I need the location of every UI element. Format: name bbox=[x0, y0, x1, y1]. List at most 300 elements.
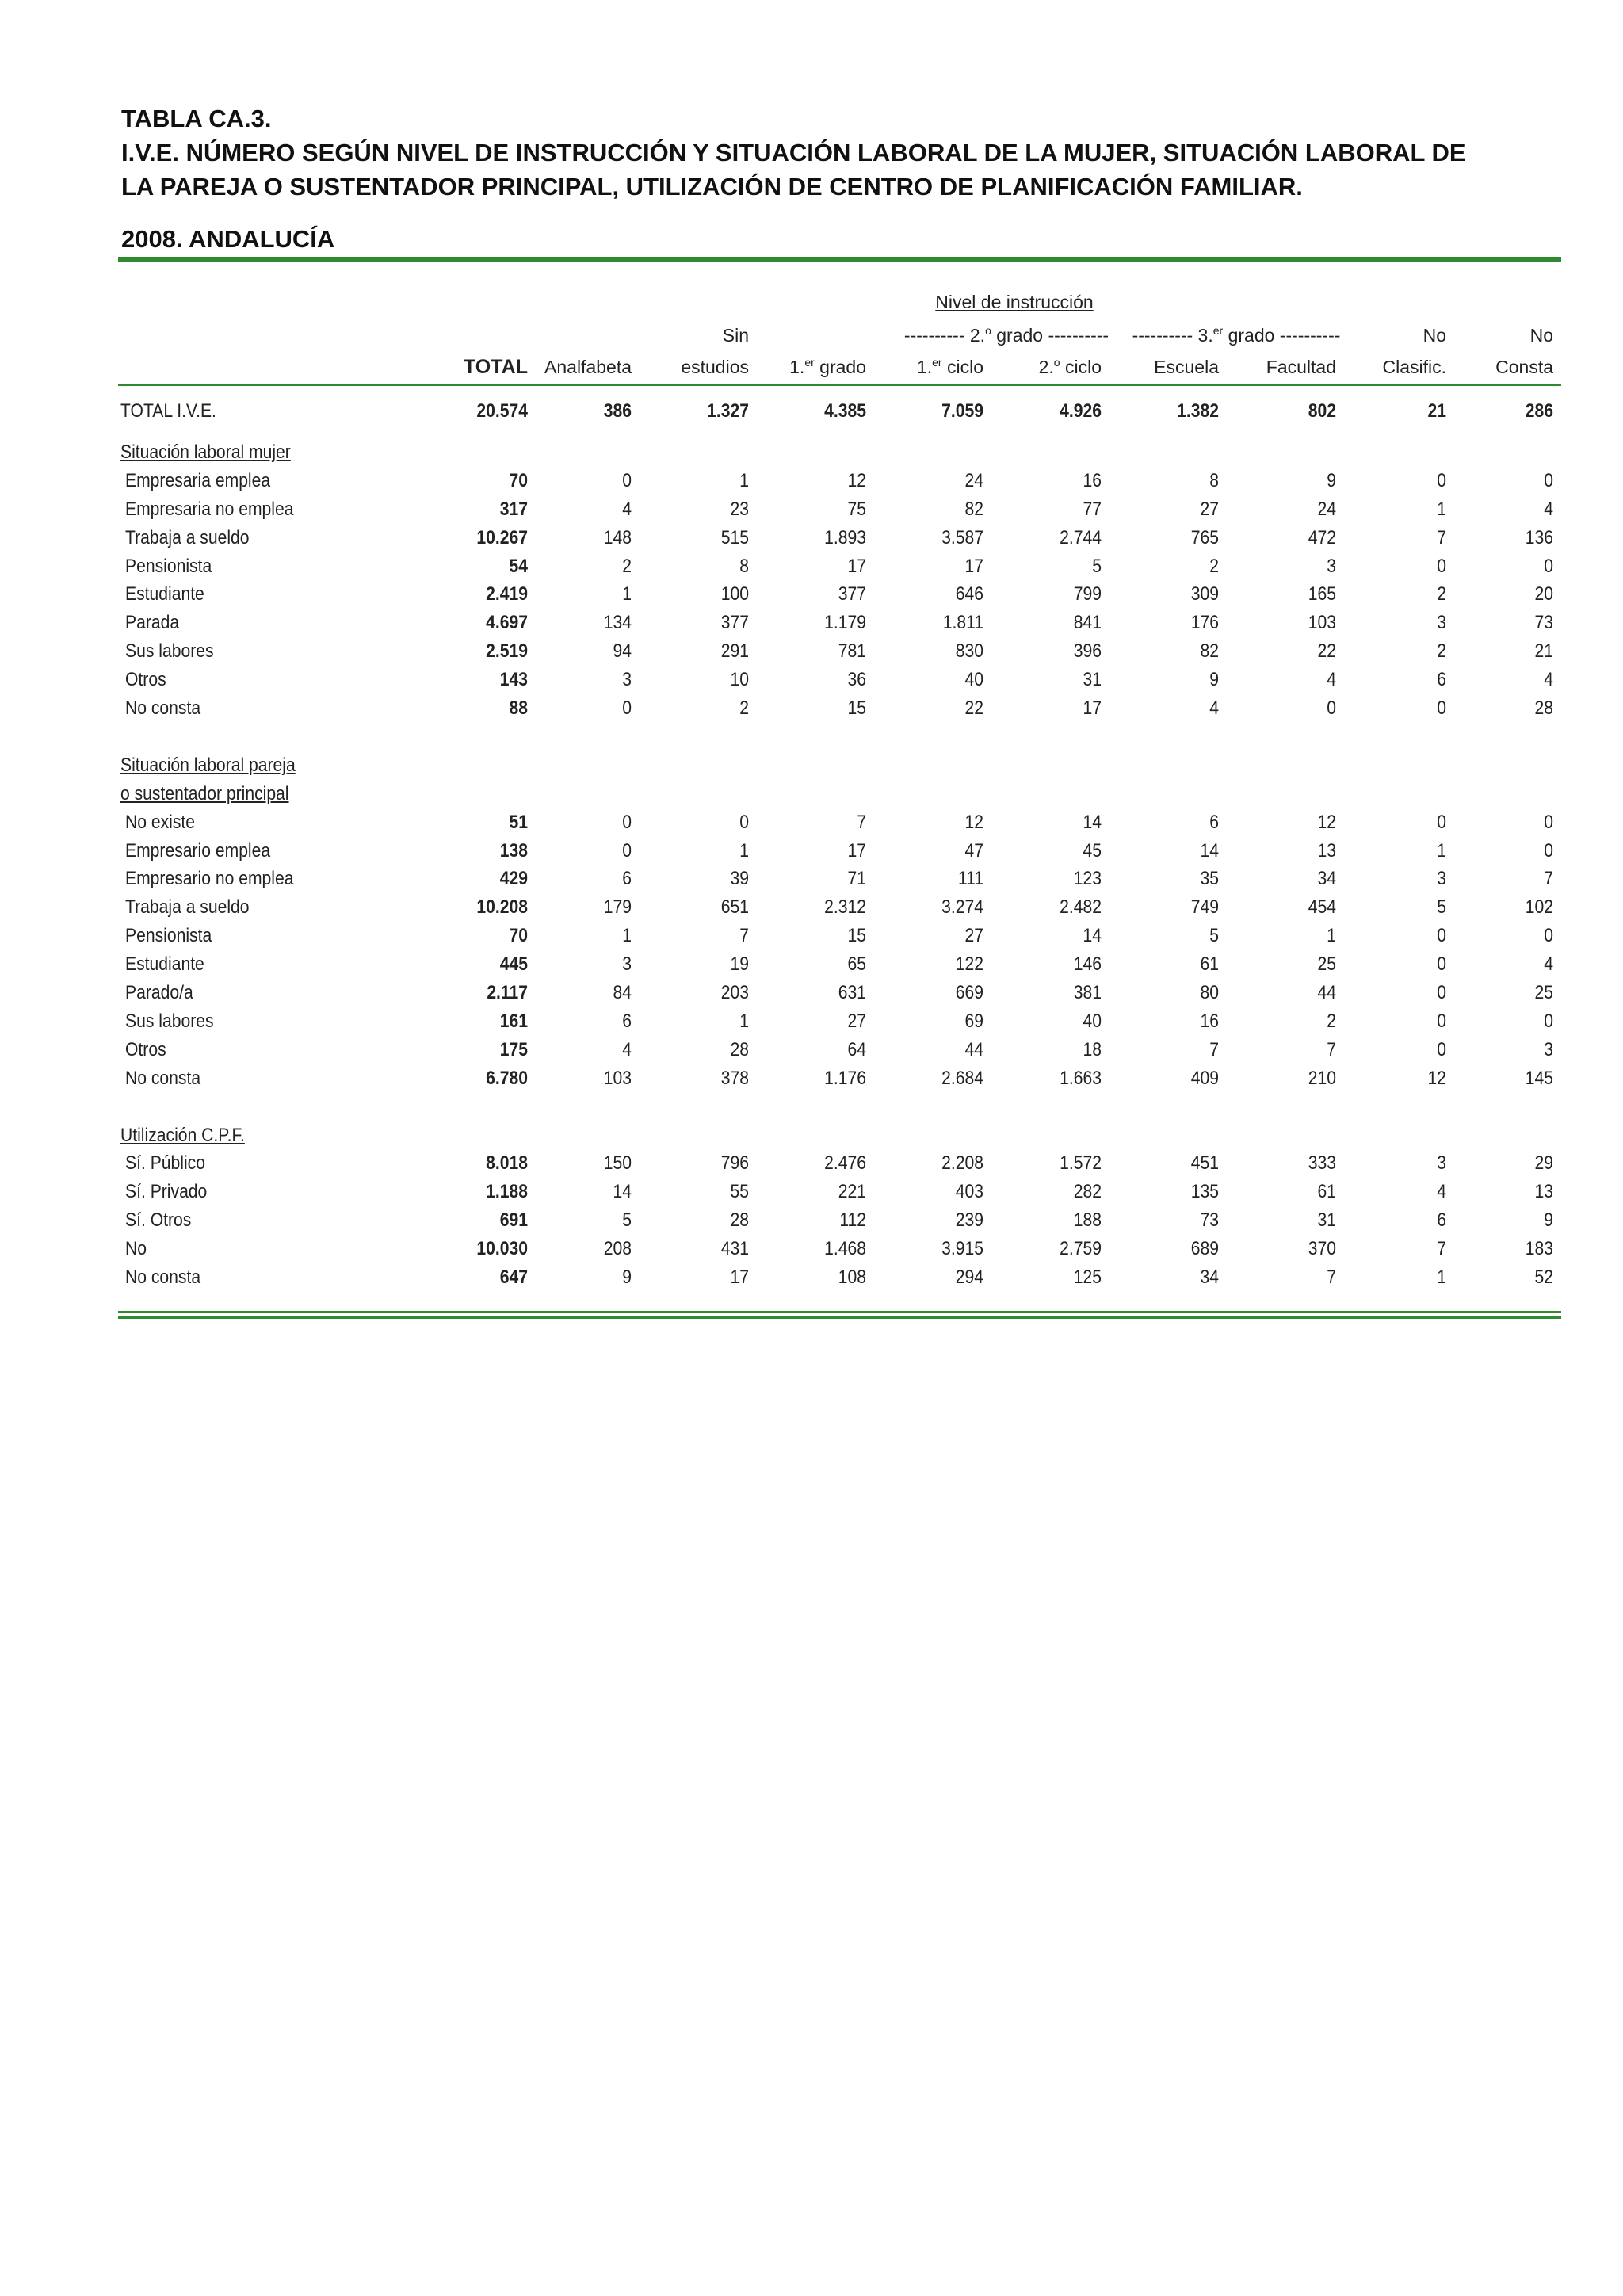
col-header-3: estudios bbox=[681, 357, 749, 377]
cell-10: 3 bbox=[1544, 1038, 1553, 1060]
cell-5: 44 bbox=[964, 1038, 983, 1060]
cell-8: 12 bbox=[1317, 811, 1336, 833]
cell-10: 0 bbox=[1544, 555, 1553, 577]
cell-8: 44 bbox=[1317, 982, 1336, 1003]
table-row bbox=[0, 1206, 1623, 1235]
cell-6: 146 bbox=[1073, 953, 1102, 976]
col-header-2: Analfabeta bbox=[544, 357, 632, 377]
cell-3: 2 bbox=[739, 697, 749, 719]
cell-4: 65 bbox=[847, 953, 866, 976]
cell-3: 1 bbox=[739, 839, 749, 861]
cell-2: 148 bbox=[603, 526, 632, 548]
cell-8: 1 bbox=[1327, 925, 1336, 947]
cell-6: 1.663 bbox=[1060, 1067, 1102, 1089]
cell-10: 102 bbox=[1525, 896, 1553, 919]
cell-10: 0 bbox=[1544, 811, 1553, 833]
cell-6: 2.744 bbox=[1060, 526, 1102, 548]
cell-1: 70 bbox=[509, 469, 528, 491]
cell-2: 134 bbox=[603, 612, 632, 634]
cell-8: 165 bbox=[1308, 583, 1336, 606]
row-label: Empresaria emplea bbox=[125, 469, 271, 491]
cell-8: 4 bbox=[1327, 669, 1336, 691]
cell-3: 28 bbox=[730, 1038, 749, 1060]
cell-3: 291 bbox=[720, 640, 749, 663]
cell-8: 472 bbox=[1308, 526, 1336, 548]
cell-8: 24 bbox=[1317, 498, 1336, 520]
cell-10: 7 bbox=[1544, 868, 1553, 890]
row-label: Sus labores bbox=[125, 1010, 214, 1032]
cell-6: 125 bbox=[1073, 1266, 1102, 1288]
section-title: Situación laboral pareja bbox=[120, 754, 296, 776]
cell-7: 2 bbox=[1209, 555, 1219, 577]
cell-9: 1 bbox=[1437, 1266, 1446, 1288]
section-title: Situación laboral mujer bbox=[120, 441, 291, 463]
cell-3: 431 bbox=[720, 1238, 749, 1260]
cell-5: 830 bbox=[955, 640, 983, 663]
cell-1: 175 bbox=[499, 1038, 528, 1060]
cell-5: 2.684 bbox=[941, 1067, 983, 1089]
cell-1: 143 bbox=[499, 669, 528, 691]
cell-7: 73 bbox=[1200, 1209, 1219, 1232]
cell-7: 8 bbox=[1209, 469, 1219, 491]
cell-5: 17 bbox=[964, 555, 983, 577]
cell-6: 77 bbox=[1083, 498, 1102, 520]
table-row bbox=[0, 637, 1623, 666]
cell-4: 71 bbox=[847, 868, 866, 890]
cell-5: 3.915 bbox=[941, 1238, 983, 1260]
cell-7: 4 bbox=[1209, 697, 1219, 719]
cell-2: 150 bbox=[603, 1152, 632, 1175]
cell-1: 647 bbox=[499, 1266, 528, 1288]
cell-3: 378 bbox=[720, 1067, 749, 1089]
cell-7: 34 bbox=[1200, 1266, 1219, 1288]
cell-2: 179 bbox=[603, 896, 632, 919]
table-row bbox=[0, 1064, 1623, 1093]
cell-2: 386 bbox=[603, 400, 632, 422]
cell-3: 0 bbox=[739, 811, 749, 833]
cell-4: 64 bbox=[847, 1038, 866, 1060]
row-label: Estudiante bbox=[125, 583, 204, 606]
cell-2: 2 bbox=[622, 555, 632, 577]
cell-3: 19 bbox=[730, 953, 749, 976]
cell-6: 841 bbox=[1073, 612, 1102, 634]
section-header bbox=[0, 1121, 1623, 1150]
col-header-10-top: No bbox=[1529, 325, 1553, 346]
cell-10: 52 bbox=[1534, 1266, 1553, 1288]
col-header-3-top: Sin bbox=[722, 325, 749, 346]
cell-1: 6.780 bbox=[486, 1067, 528, 1089]
cell-10: 73 bbox=[1534, 612, 1553, 634]
cell-1: 161 bbox=[499, 1010, 528, 1032]
cell-1: 10.267 bbox=[476, 526, 528, 548]
cell-9: 1 bbox=[1437, 839, 1446, 861]
table-row bbox=[0, 1007, 1623, 1036]
total-row bbox=[0, 397, 1623, 426]
cell-9: 7 bbox=[1437, 526, 1446, 548]
cell-7: 1.382 bbox=[1177, 400, 1219, 422]
row-label: No bbox=[125, 1238, 147, 1260]
cell-9: 0 bbox=[1437, 953, 1446, 976]
cell-6: 282 bbox=[1073, 1181, 1102, 1203]
cell-4: 112 bbox=[839, 1209, 866, 1232]
cell-8: 103 bbox=[1308, 612, 1336, 634]
cell-10: 136 bbox=[1525, 526, 1553, 548]
cell-9: 0 bbox=[1437, 925, 1446, 947]
table-row bbox=[0, 495, 1623, 524]
cell-2: 6 bbox=[622, 1010, 632, 1032]
cell-3: 7 bbox=[739, 925, 749, 947]
cell-4: 108 bbox=[838, 1266, 866, 1288]
cell-10: 29 bbox=[1534, 1152, 1553, 1175]
cell-10: 4 bbox=[1544, 669, 1553, 691]
cell-3: 203 bbox=[720, 982, 749, 1003]
section-title: o sustentador principal bbox=[120, 782, 289, 804]
cell-6: 381 bbox=[1073, 982, 1102, 1003]
table-row bbox=[0, 979, 1623, 1007]
cell-7: 61 bbox=[1200, 953, 1219, 976]
cell-1: 54 bbox=[509, 555, 528, 577]
cell-8: 31 bbox=[1317, 1209, 1336, 1232]
cell-7: 82 bbox=[1200, 640, 1219, 663]
cell-9: 0 bbox=[1437, 811, 1446, 833]
cell-10: 0 bbox=[1544, 925, 1553, 947]
cell-4: 15 bbox=[847, 697, 866, 719]
cell-8: 22 bbox=[1317, 640, 1336, 663]
year-region: 2008. ANDALUCÍA bbox=[121, 225, 335, 253]
cell-6: 2.482 bbox=[1060, 896, 1102, 919]
cell-7: 6 bbox=[1209, 811, 1219, 833]
cell-3: 1.327 bbox=[707, 400, 749, 422]
cell-7: 689 bbox=[1190, 1238, 1219, 1260]
cell-1: 10.208 bbox=[476, 896, 528, 919]
cell-5: 47 bbox=[964, 839, 983, 861]
cell-9: 6 bbox=[1437, 1209, 1446, 1232]
cell-9: 2 bbox=[1437, 640, 1446, 663]
cell-9: 3 bbox=[1437, 868, 1446, 890]
cell-3: 377 bbox=[720, 612, 749, 634]
table-row bbox=[0, 1036, 1623, 1064]
cell-3: 796 bbox=[720, 1152, 749, 1175]
table-title-block bbox=[121, 101, 1564, 204]
cell-5: 82 bbox=[964, 498, 983, 520]
cell-1: 429 bbox=[499, 868, 528, 890]
cell-4: 12 bbox=[847, 469, 866, 491]
table-row bbox=[0, 837, 1623, 865]
row-label: Pensionista bbox=[125, 925, 212, 947]
cell-1: 2.419 bbox=[486, 583, 528, 606]
cell-4: 221 bbox=[838, 1181, 866, 1203]
cell-6: 40 bbox=[1083, 1010, 1102, 1032]
cell-10: 25 bbox=[1534, 982, 1553, 1003]
cell-8: 333 bbox=[1308, 1152, 1336, 1175]
cell-2: 3 bbox=[622, 953, 632, 976]
title-divider bbox=[118, 257, 1561, 262]
cell-7: 7 bbox=[1209, 1038, 1219, 1060]
cell-2: 0 bbox=[622, 811, 632, 833]
cell-2: 14 bbox=[613, 1181, 632, 1203]
cell-8: 7 bbox=[1327, 1038, 1336, 1060]
table-row bbox=[0, 694, 1623, 723]
row-label: Empresario emplea bbox=[125, 839, 271, 861]
table-title-line-2: LA PAREJA O SUSTENTADOR PRINCIPAL, UTILIZACIÓN DE CENTRO DE PLANIFICACIÓN FAMILIAR. bbox=[121, 173, 1303, 201]
row-label: Otros bbox=[125, 1038, 166, 1060]
row-label: No consta bbox=[125, 697, 201, 719]
cell-6: 45 bbox=[1083, 839, 1102, 861]
cell-3: 8 bbox=[739, 555, 749, 577]
table-row bbox=[0, 467, 1623, 495]
cell-7: 27 bbox=[1200, 498, 1219, 520]
group-label-third-grade: ---------- 3.$^{er}$ grado ---------- bbox=[1132, 324, 1341, 346]
cell-5: 403 bbox=[955, 1181, 983, 1203]
cell-4: 17 bbox=[847, 555, 866, 577]
cell-10: 4 bbox=[1544, 953, 1553, 976]
cell-2: 1 bbox=[622, 583, 632, 606]
row-label: Estudiante bbox=[125, 953, 204, 976]
cell-10: 20 bbox=[1534, 583, 1553, 606]
cell-7: 309 bbox=[1190, 583, 1219, 606]
cell-10: 286 bbox=[1525, 400, 1553, 422]
cell-6: 799 bbox=[1073, 583, 1102, 606]
cell-9: 0 bbox=[1437, 469, 1446, 491]
cell-7: 16 bbox=[1200, 1010, 1219, 1032]
cell-4: 781 bbox=[838, 640, 866, 663]
section-title: Utilización C.P.F. bbox=[120, 1124, 245, 1146]
cell-7: 765 bbox=[1190, 526, 1219, 548]
cell-1: 2.117 bbox=[487, 982, 528, 1003]
cell-5: 111 bbox=[957, 868, 983, 890]
cell-7: 5 bbox=[1209, 925, 1219, 947]
cell-6: 123 bbox=[1073, 868, 1102, 890]
cell-9: 2 bbox=[1437, 583, 1446, 606]
cell-4: 377 bbox=[838, 583, 866, 606]
cell-10: 0 bbox=[1544, 469, 1553, 491]
row-label: Trabaja a sueldo bbox=[125, 526, 250, 548]
cell-1: 691 bbox=[499, 1209, 528, 1232]
cell-5: 69 bbox=[964, 1010, 983, 1032]
table-row bbox=[0, 922, 1623, 950]
row-label: Parado/a bbox=[125, 982, 193, 1003]
cell-6: 1.572 bbox=[1060, 1152, 1102, 1175]
cell-7: 80 bbox=[1200, 982, 1219, 1003]
cell-7: 35 bbox=[1200, 868, 1219, 890]
row-label: Otros bbox=[125, 669, 166, 691]
cell-3: 515 bbox=[720, 526, 749, 548]
cell-3: 651 bbox=[720, 896, 749, 919]
cell-2: 84 bbox=[613, 982, 632, 1003]
table-row bbox=[0, 1149, 1623, 1178]
cell-6: 31 bbox=[1083, 669, 1102, 691]
cell-4: 2.312 bbox=[824, 896, 866, 919]
col-header-1: TOTAL bbox=[463, 356, 528, 378]
cell-3: 100 bbox=[720, 583, 749, 606]
table-row bbox=[0, 1178, 1623, 1206]
cell-10: 13 bbox=[1534, 1181, 1553, 1203]
cell-4: 1.179 bbox=[824, 612, 866, 634]
cell-5: 40 bbox=[964, 669, 983, 691]
cell-9: 1 bbox=[1437, 498, 1446, 520]
cell-5: 122 bbox=[955, 953, 983, 976]
cell-9: 0 bbox=[1437, 555, 1446, 577]
cell-4: 1.468 bbox=[824, 1238, 866, 1260]
cell-5: 27 bbox=[964, 925, 983, 947]
cell-3: 10 bbox=[730, 669, 749, 691]
cell-5: 22 bbox=[964, 697, 983, 719]
table-row bbox=[0, 865, 1623, 893]
table-row bbox=[0, 666, 1623, 694]
cell-8: 25 bbox=[1317, 953, 1336, 976]
cell-5: 669 bbox=[955, 982, 983, 1003]
col-header-8: Facultad bbox=[1266, 357, 1336, 377]
cell-8: 454 bbox=[1308, 896, 1336, 919]
cell-2: 3 bbox=[622, 669, 632, 691]
cell-1: 70 bbox=[509, 925, 528, 947]
row-label: Empresario no emplea bbox=[125, 868, 294, 890]
row-label: Sí. Privado bbox=[125, 1181, 208, 1203]
table-row bbox=[0, 1263, 1623, 1292]
row-label: Parada bbox=[125, 612, 180, 634]
cell-6: 5 bbox=[1092, 555, 1102, 577]
col-header-4: 1.$^{er}$ grado bbox=[789, 356, 866, 377]
col-header-10: Consta bbox=[1495, 357, 1553, 377]
cell-6: 188 bbox=[1073, 1209, 1102, 1232]
cell-6: 16 bbox=[1083, 469, 1102, 491]
cell-4: 631 bbox=[838, 982, 866, 1003]
cell-2: 4 bbox=[622, 1038, 632, 1060]
cell-1: 2.519 bbox=[486, 640, 528, 663]
cell-9: 5 bbox=[1437, 896, 1446, 919]
row-label: Pensionista bbox=[125, 555, 212, 577]
table-row bbox=[0, 808, 1623, 837]
cell-1: 88 bbox=[509, 697, 528, 719]
cell-5: 2.208 bbox=[941, 1152, 983, 1175]
cell-5: 646 bbox=[955, 583, 983, 606]
table-row bbox=[0, 580, 1623, 609]
cell-7: 451 bbox=[1190, 1152, 1219, 1175]
cell-8: 61 bbox=[1317, 1181, 1336, 1203]
row-label: No consta bbox=[125, 1067, 201, 1089]
cell-10: 145 bbox=[1525, 1067, 1553, 1089]
cell-8: 34 bbox=[1317, 868, 1336, 890]
cell-9: 0 bbox=[1437, 1038, 1446, 1060]
cell-7: 409 bbox=[1190, 1067, 1219, 1089]
col-header-5: 1.$^{er}$ ciclo bbox=[916, 356, 983, 377]
cell-2: 6 bbox=[622, 868, 632, 890]
header-divider bbox=[118, 384, 1561, 386]
cell-3: 55 bbox=[730, 1181, 749, 1203]
cell-7: 135 bbox=[1190, 1181, 1219, 1203]
group-label-nivel-instruccion: Nivel de instrucción bbox=[935, 292, 1094, 312]
cell-9: 0 bbox=[1437, 1010, 1446, 1032]
table-title-line-1: I.V.E. NÚMERO SEGÚN NIVEL DE INSTRUCCIÓN Y SITUACIÓN LABORAL DE LA MUJER, SITUACIÓN LABORAL DE bbox=[121, 139, 1466, 166]
cell-9: 0 bbox=[1437, 697, 1446, 719]
cell-9: 0 bbox=[1437, 982, 1446, 1003]
cell-1: 10.030 bbox=[476, 1238, 528, 1260]
cell-8: 9 bbox=[1327, 469, 1336, 491]
cell-5: 24 bbox=[964, 469, 983, 491]
row-label: No existe bbox=[125, 811, 196, 833]
cell-1: 20.574 bbox=[476, 400, 528, 422]
cell-7: 749 bbox=[1190, 896, 1219, 919]
cell-9: 3 bbox=[1437, 1152, 1446, 1175]
cell-8: 0 bbox=[1327, 697, 1336, 719]
cell-1: 1.188 bbox=[486, 1181, 528, 1203]
cell-5: 294 bbox=[955, 1266, 983, 1288]
cell-2: 0 bbox=[622, 697, 632, 719]
cell-1: 4.697 bbox=[486, 612, 528, 634]
table-bottom-rule-1 bbox=[118, 1311, 1561, 1313]
cell-2: 9 bbox=[622, 1266, 632, 1288]
cell-10: 9 bbox=[1544, 1209, 1553, 1232]
cell-3: 1 bbox=[739, 469, 749, 491]
cell-8: 13 bbox=[1317, 839, 1336, 861]
col-header-9-top: No bbox=[1423, 325, 1446, 346]
cell-5: 1.811 bbox=[942, 612, 983, 634]
cell-7: 176 bbox=[1190, 612, 1219, 634]
cell-6: 396 bbox=[1073, 640, 1102, 663]
cell-4: 75 bbox=[847, 498, 866, 520]
cell-10: 28 bbox=[1534, 697, 1553, 719]
cell-3: 28 bbox=[730, 1209, 749, 1232]
cell-10: 4 bbox=[1544, 498, 1553, 520]
cell-4: 17 bbox=[847, 839, 866, 861]
row-label: TOTAL I.V.E. bbox=[120, 400, 216, 422]
cell-8: 802 bbox=[1308, 400, 1336, 422]
cell-2: 94 bbox=[613, 640, 632, 663]
cell-4: 15 bbox=[847, 925, 866, 947]
cell-7: 14 bbox=[1200, 839, 1219, 861]
table-row bbox=[0, 950, 1623, 979]
row-label: No consta bbox=[125, 1266, 201, 1288]
cell-9: 21 bbox=[1427, 400, 1446, 422]
cell-9: 6 bbox=[1437, 669, 1446, 691]
cell-4: 4.385 bbox=[824, 400, 866, 422]
row-label: Sus labores bbox=[125, 640, 214, 663]
cell-8: 7 bbox=[1327, 1266, 1336, 1288]
cell-3: 39 bbox=[730, 868, 749, 890]
section-header bbox=[0, 780, 1623, 808]
cell-8: 3 bbox=[1327, 555, 1336, 577]
cell-2: 208 bbox=[603, 1238, 632, 1260]
cell-2: 4 bbox=[622, 498, 632, 520]
cell-5: 12 bbox=[964, 811, 983, 833]
cell-9: 3 bbox=[1437, 612, 1446, 634]
section-header bbox=[0, 438, 1623, 467]
cell-1: 138 bbox=[499, 839, 528, 861]
cell-9: 12 bbox=[1427, 1067, 1446, 1089]
cell-6: 14 bbox=[1083, 811, 1102, 833]
cell-10: 0 bbox=[1544, 1010, 1553, 1032]
cell-1: 51 bbox=[509, 811, 528, 833]
cell-8: 370 bbox=[1308, 1238, 1336, 1260]
col-header-9: Clasific. bbox=[1382, 357, 1446, 377]
cell-10: 0 bbox=[1544, 839, 1553, 861]
cell-2: 1 bbox=[622, 925, 632, 947]
cell-5: 7.059 bbox=[941, 400, 983, 422]
cell-3: 17 bbox=[730, 1266, 749, 1288]
table-row bbox=[0, 1235, 1623, 1263]
cell-8: 210 bbox=[1308, 1067, 1336, 1089]
cell-5: 3.587 bbox=[941, 526, 983, 548]
cell-9: 4 bbox=[1437, 1181, 1446, 1203]
cell-2: 0 bbox=[622, 469, 632, 491]
cell-4: 36 bbox=[847, 669, 866, 691]
cell-1: 8.018 bbox=[486, 1152, 528, 1175]
cell-4: 27 bbox=[847, 1010, 866, 1032]
cell-2: 103 bbox=[603, 1067, 632, 1089]
cell-10: 21 bbox=[1534, 640, 1553, 663]
table-row bbox=[0, 609, 1623, 637]
cell-5: 3.274 bbox=[941, 896, 983, 919]
